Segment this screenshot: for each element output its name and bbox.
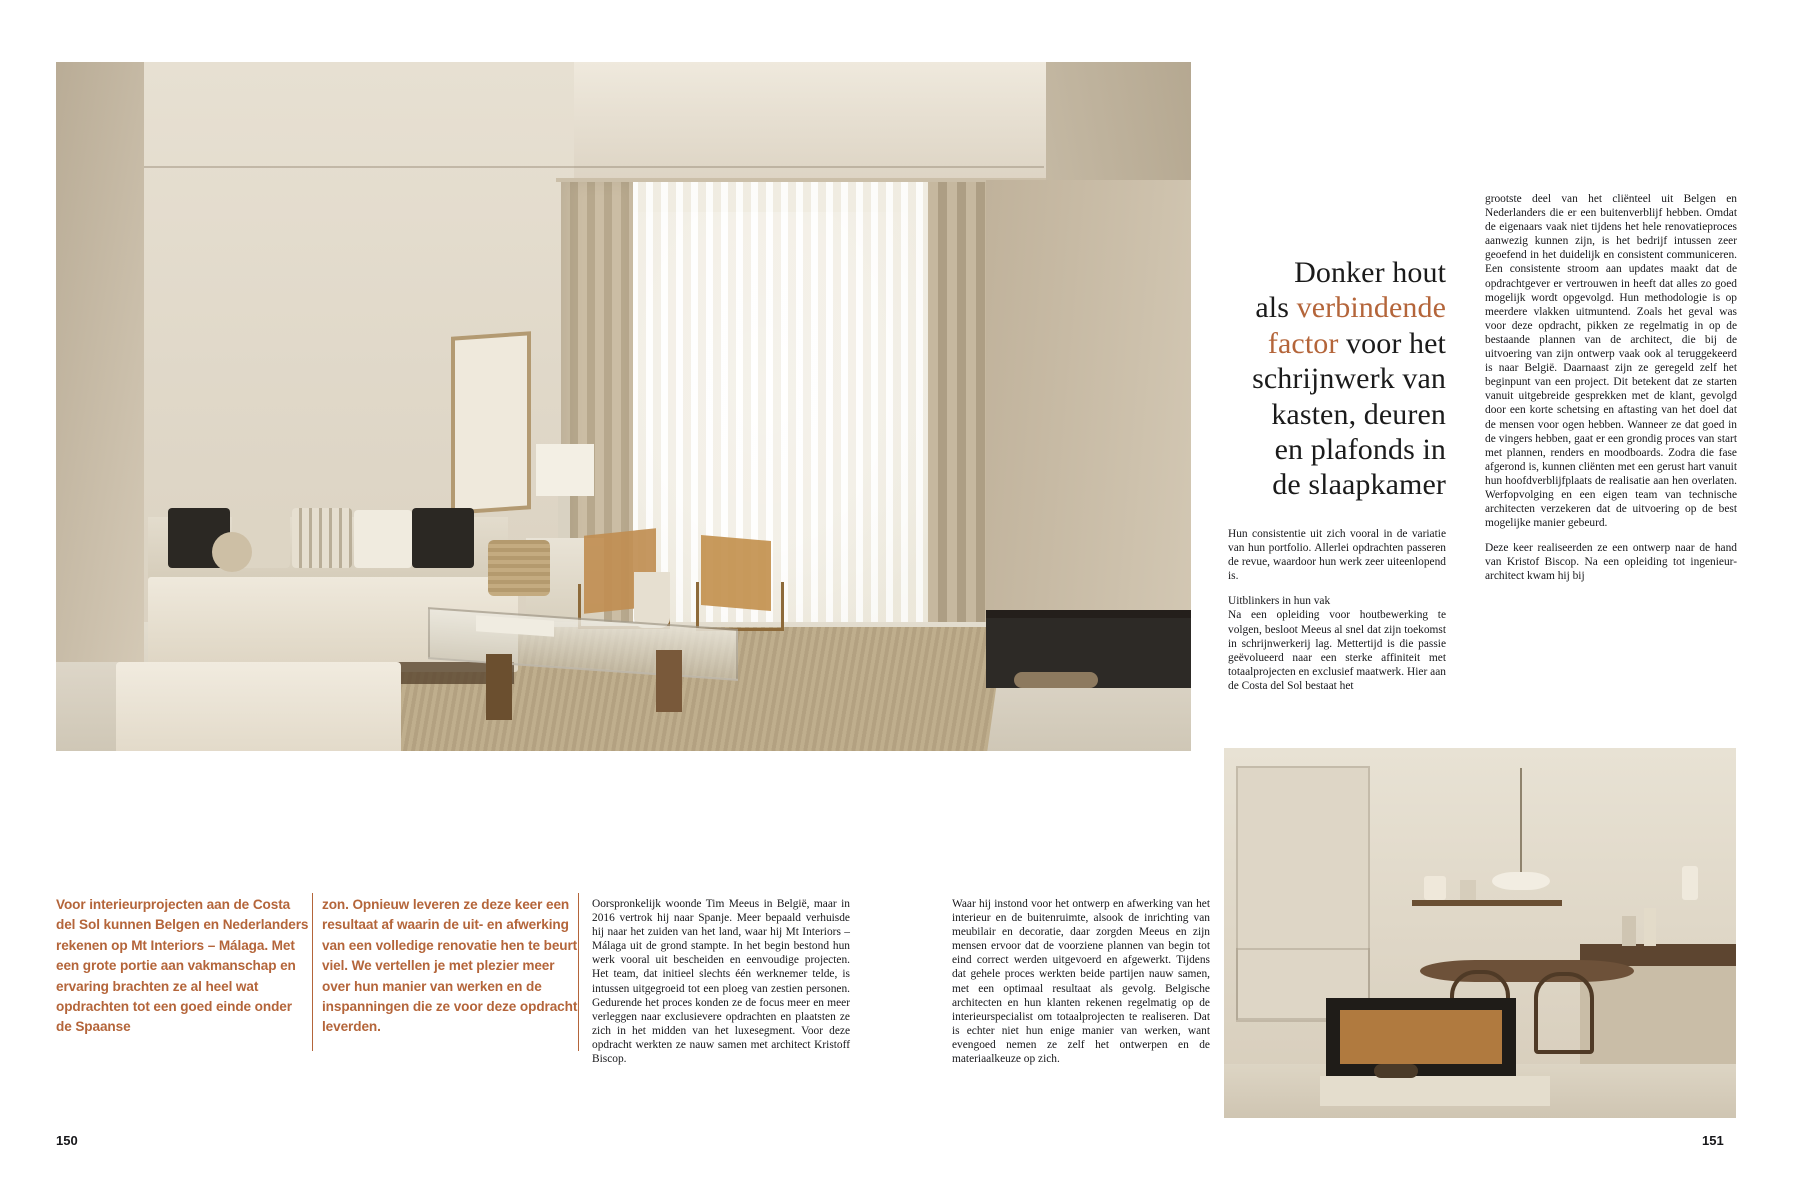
body-column-2 bbox=[952, 897, 1210, 1066]
photo2-hearth-bench bbox=[1320, 1076, 1550, 1106]
table-lamp-base bbox=[558, 496, 570, 538]
left-wall bbox=[56, 62, 144, 751]
photo2-cabinetry bbox=[1580, 966, 1736, 1066]
body-paragraph: Deze keer realiseerden ze een ontwerp naar de hand van Kristof Biscop. Na een opleiding tot ingenieur-architect kwam hij bij bbox=[1485, 542, 1737, 583]
sofa-chaise bbox=[116, 662, 401, 751]
headline-line-6: en plafonds in bbox=[1274, 432, 1446, 466]
body-column-1 bbox=[592, 897, 850, 1066]
headline-accent-1: verbindende bbox=[1296, 291, 1446, 325]
page-number-right: 151 bbox=[1702, 1133, 1724, 1148]
article-headline bbox=[1228, 255, 1446, 503]
coffee-table-leg bbox=[486, 654, 512, 720]
photo2-vase bbox=[1622, 916, 1636, 946]
photo2-pendant-cord bbox=[1520, 768, 1522, 873]
cushion bbox=[292, 508, 352, 568]
lead-paragraph-column-a: Voor interieurprojecten aan de Costa del Sol kunnen Belgen en Nederlanders rekenen op Mt Interiors – Málaga. Met een grote portie aan vakmanschap en ervaring brachten ze al heel wat opdrachten tot een goed einde onder de Spaanse bbox=[56, 897, 309, 1035]
body-paragraph: grootste deel van het cliënteel uit Belgen en Nederlanders die er een buitenverblijf hebben. Omdat de eigenaars vaak niet tijdens het hele renovatieproces aanwezig kunnen zijn, is het bedrijf intussen zeer geoefend in het duidelijk en consistent communiceren. Een consistente stroom aan updates maakt dat de opdrachtgever er vertrouwen in heeft dat alles zo goed mogelijk wordt opgevolgd. Hun methodologie is op meerdere vlakken uitmuntend. Zoals het geval was voor deze opdracht, pikken ze regelmatig in op de bestaande plannen van de architect, die bij de uitvoering van zijn ontwerp vaak ook al teruggekeerd is naar België. Daarnaast zijn ze geregeld zelf het beginpunt van een project. Dit betekent dat ze starten vanuit uitgebreide gesprekken met de klant, gevolgd door een korte schetsing en aftasting van het doel dat de mensen voor ogen hebben. Wanneer ze dat goed in de vingers hebben, gaat er een grondig proces van start met plannen, renders en moodboards. Zodra die fase afgerond is, kunnen cliënten met een gerust hart vanuit hun hoofdverblijfplaats de realisatie aan hen overlaten. Werfopvolging en een eigen team van technische architecten verzekeren dat de uitvoering op de best mogelijke manier gebeurd. bbox=[1485, 193, 1737, 530]
photo2-pendant-lamp bbox=[1492, 872, 1550, 890]
round-cushion bbox=[212, 532, 252, 572]
framed-artwork bbox=[451, 331, 531, 515]
cushion bbox=[412, 508, 474, 568]
cushion bbox=[354, 510, 412, 568]
body-column-3 bbox=[1228, 527, 1446, 693]
photo2-shoes bbox=[1374, 1064, 1418, 1078]
body-paragraph: Waar hij instond voor het ontwerp en afwerking van het interieur en de buitenruimte, alsook de inrichting van meubilair en decoratie, daar zorgden Meeus en zijn mensen ervoor dat de voorziene plannen van begin tot eind correct werden uitgevoerd en afgewerkt. Tijdens dat gehele proces werkten beide partijen nauw samen, met een optimaal resultaat als gevolg. Belgische architecten en hun klanten rekenen regelmatig op de interieurspecialist om totaalprojecten te realiseren. Dat is echter niet hun enige manier van werken, want evengoed nemen ze zelf het ontwerpen en de materiaalkeuze op zich. bbox=[952, 898, 1210, 1066]
fireplace-log bbox=[1014, 672, 1098, 688]
hero-photo-living-room bbox=[56, 62, 1191, 751]
headline-line-1: Donker hout bbox=[1294, 256, 1446, 289]
body-paragraph: Na een opleiding voor houtbewerking te volgen, besloot Meeus al snel dat zijn toekomst in schrijnwerkerij lag. Mettertijd is die passie geëvolueerd naar een sterke affiniteit met totaalprojecten en exclusief maatwerk. Hier aan de Costa del Sol bestaat het bbox=[1228, 609, 1446, 692]
lead-divider-left bbox=[312, 893, 313, 1051]
headline-line-4: schrijnwerk van bbox=[1252, 362, 1446, 396]
photo2-wood-shelf bbox=[1412, 900, 1562, 906]
photo2-shelf-object bbox=[1460, 880, 1476, 900]
floor-vase bbox=[634, 572, 670, 628]
page-number-left: 150 bbox=[56, 1133, 78, 1148]
photo2-wall-sconce bbox=[1682, 866, 1698, 900]
headline-line-5: kasten, deuren bbox=[1271, 397, 1446, 431]
body-paragraph: Hun consistentie uit zich vooral in de variatie van hun portfolio. Allerlei opdrachten passeren de revue, waardoor hun werk zeer uiteenlopend is. bbox=[1228, 528, 1446, 583]
photo2-shelf-object bbox=[1424, 876, 1446, 900]
chair-frame-right bbox=[696, 582, 784, 631]
photo2-dining-chair bbox=[1534, 972, 1594, 1054]
table-lamp-shade bbox=[536, 444, 594, 496]
headline-line-2-pre: als bbox=[1255, 291, 1297, 325]
headline-line-7: de slaapkamer bbox=[1272, 468, 1446, 502]
secondary-photo-kitchen bbox=[1224, 748, 1736, 1118]
headline-accent-2: factor bbox=[1267, 326, 1339, 360]
body-paragraph: Oorspronkelijk woonde Tim Meeus in België, maar in 2016 vertrok hij naar Spanje. Meer bepaald verhuisde hij naar het zuiden van het land, waar hij Mt Interiors – Málaga uit de grond stampte. In het begin bestond hun werk vooral uit bescheiden en eenvoudige projecten. Het team, dat initieel slechts één werknemer telde, is intussen uitgegroeid tot een ploeg van zestien personen. Gedurende het proces konden ze de focus meer en meer verleggen naar exclusievere opdrachten en plaatsten ze zich in het midden van het luxesegment. Voor deze opdracht werkten ze nauw samen met architect Kristoff Biscop. bbox=[592, 898, 850, 1066]
photo2-fireplace-fire bbox=[1340, 1010, 1502, 1064]
photo2-bottle bbox=[1644, 908, 1656, 946]
photo2-dining-table bbox=[1420, 960, 1634, 982]
woven-basket bbox=[488, 540, 550, 596]
ceiling-edge-line bbox=[144, 166, 1044, 168]
hero-photo-scene bbox=[56, 62, 1191, 751]
curtain-rod bbox=[556, 178, 1051, 182]
lead-paragraph-column-b: zon. Opnieuw leveren ze deze keer een resultaat af waarin de uit- en afwerking van een volledige renovatie hen te beurt viel. We vertellen je met plezier meer over hun manier van werken en de inspanningen die ze voor deze opdracht leverden. bbox=[322, 897, 578, 1035]
subheading: Uitblinkers in hun vak bbox=[1228, 595, 1331, 608]
headline-line-3-post: voor het bbox=[1338, 326, 1446, 360]
body-column-4 bbox=[1485, 192, 1737, 584]
coffee-table-leg bbox=[656, 650, 682, 712]
